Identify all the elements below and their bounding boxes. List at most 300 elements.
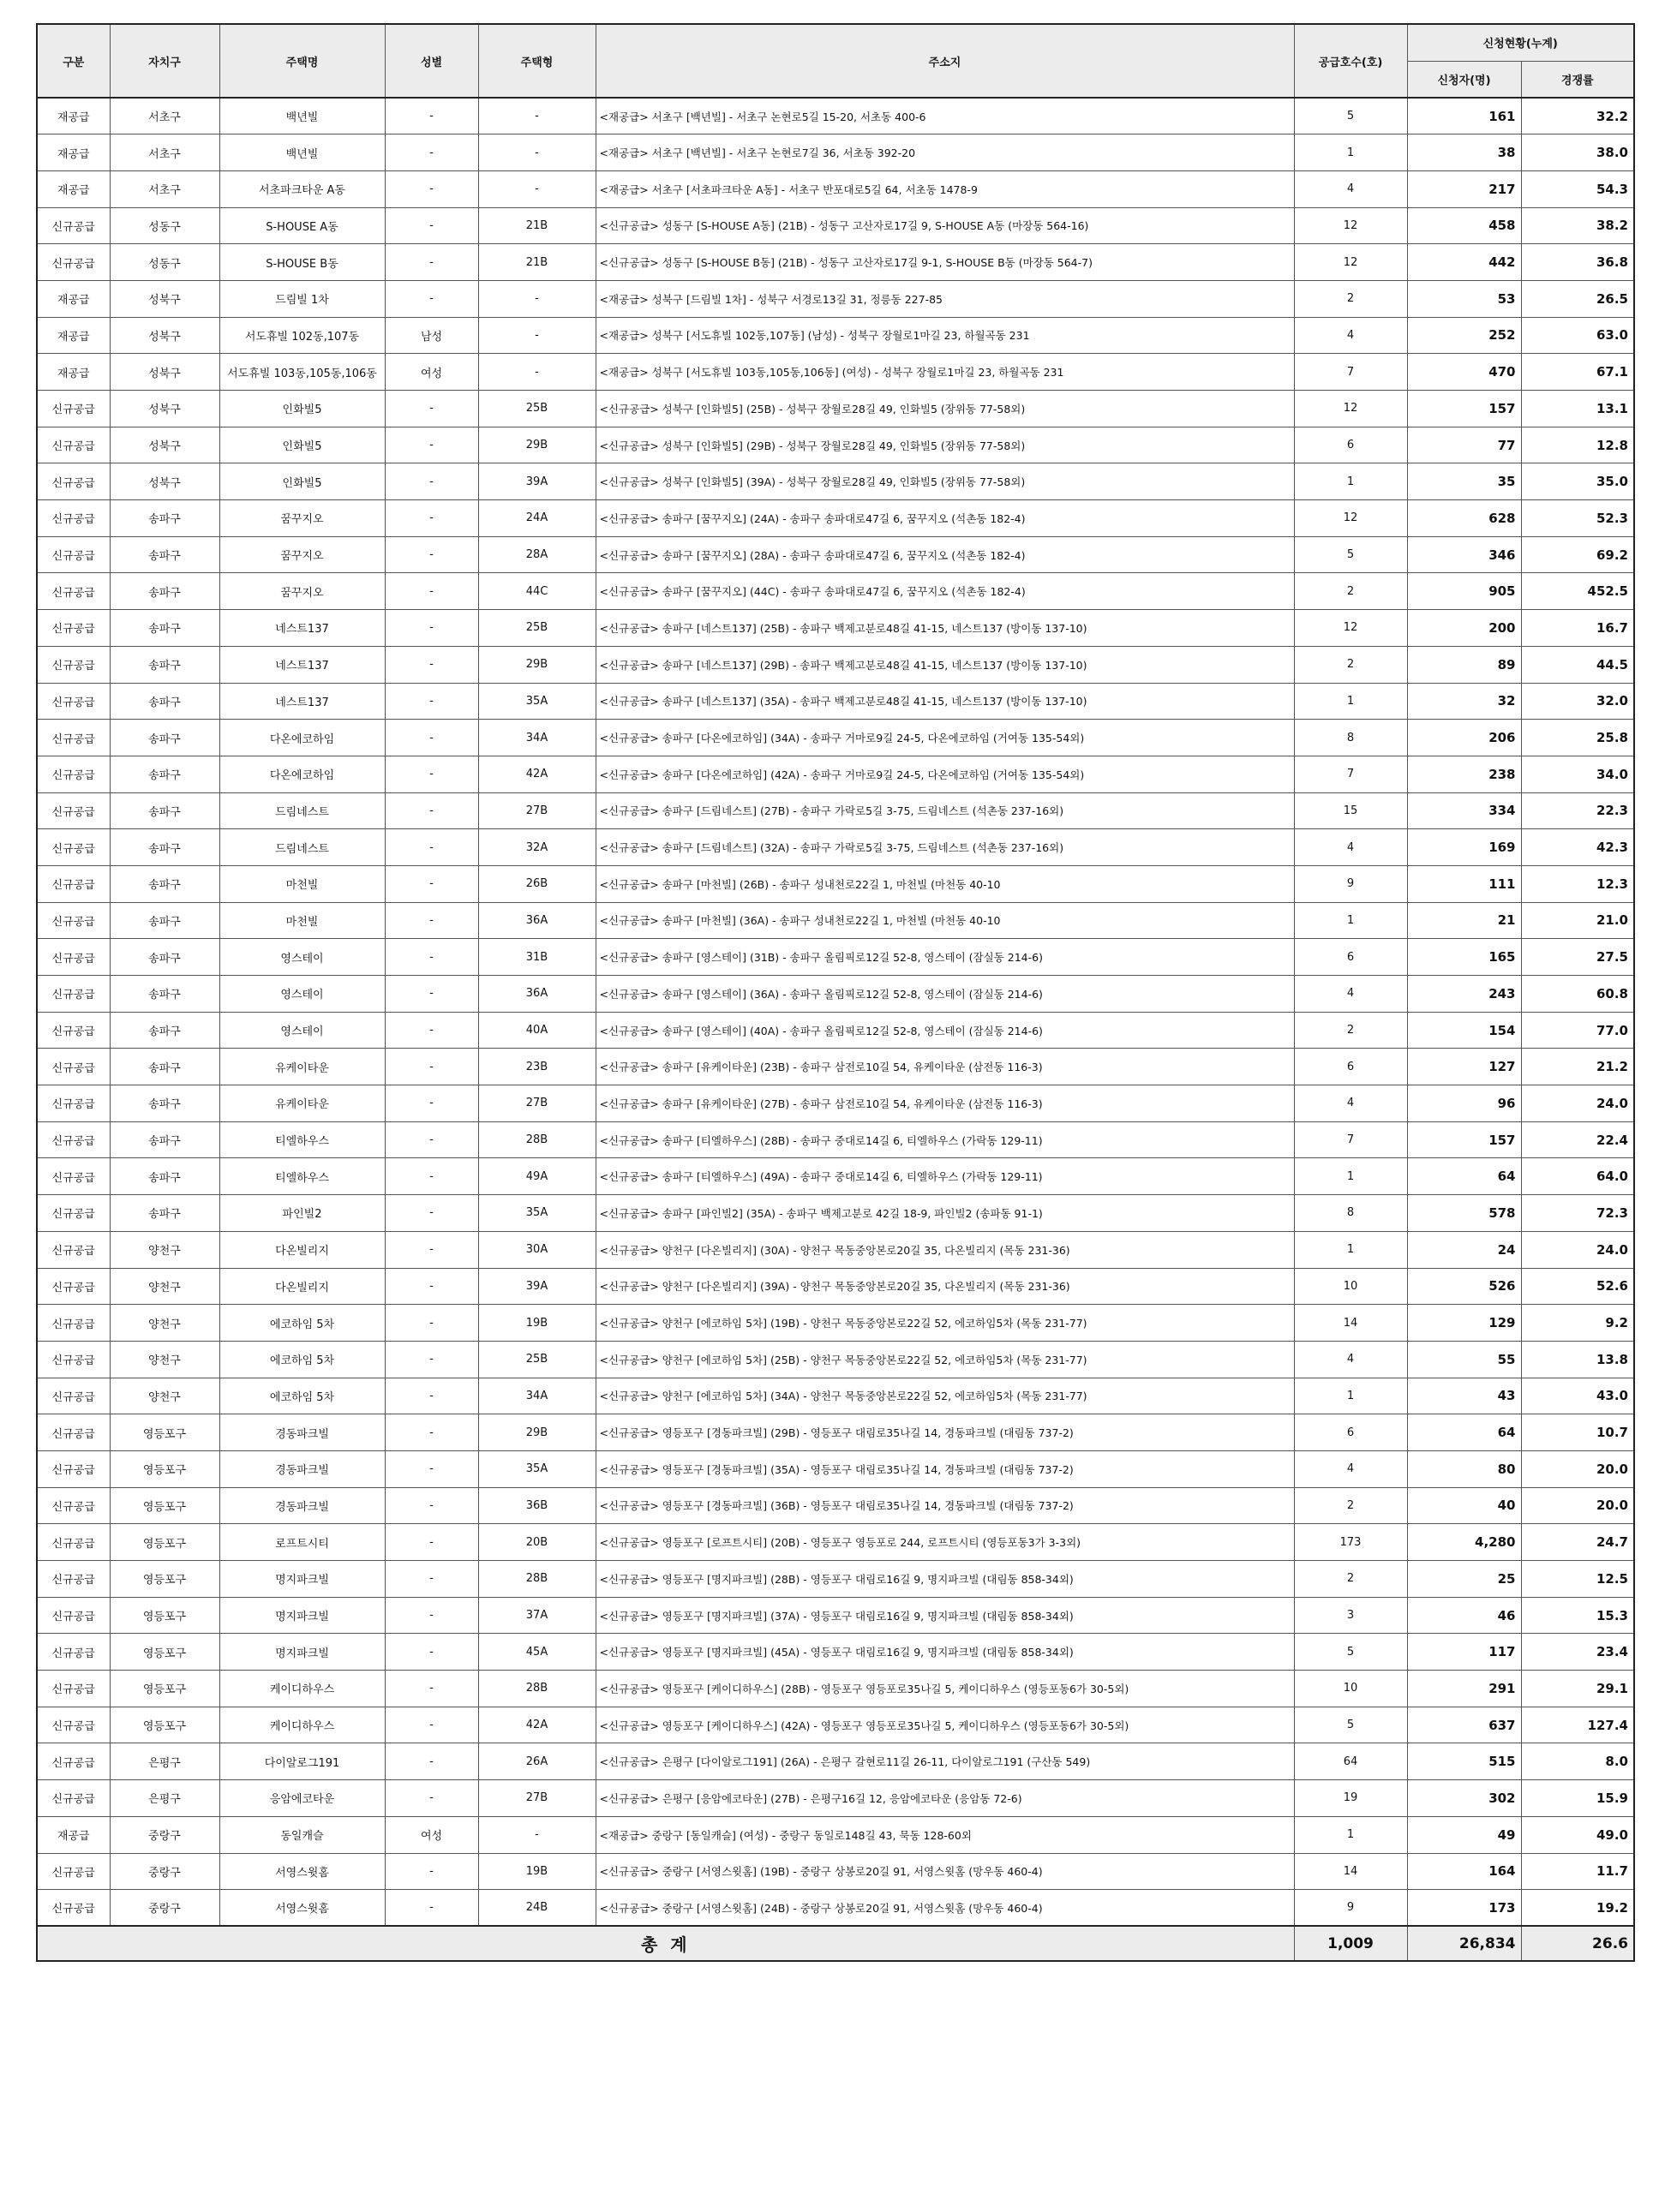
header-gender: 성별 [385,24,478,98]
row-applicants-cell: 4,280 [1407,1524,1521,1561]
row-ratio-cell: 54.3 [1521,170,1634,207]
row-address-cell: <재공급> 중랑구 [동일캐슬] (여성) - 중랑구 동일로148길 43, 묵동 128-60외 [596,1816,1294,1853]
row-applicants-cell: 80 [1407,1450,1521,1487]
table-row [37,1487,1634,1524]
row-address-cell: <신규공급> 영등포구 [명지파크빌] (28B) - 영등포구 대림로16길 9, 명지파크빌 (대림동 858-34외) [596,1561,1294,1598]
row-applicants-cell: 53 [1407,280,1521,317]
header-house-name: 주택명 [219,24,385,98]
row-ratio-cell: 52.3 [1521,500,1634,537]
row-address-cell: <신규공급> 양천구 [다온빌리지] (39A) - 양천구 목동중앙본로20길 35, 다온빌리지 (목동 231-36) [596,1268,1294,1305]
row-house-name-cell: 영스테이 [219,939,385,976]
row-ratio-cell: 12.5 [1521,1561,1634,1598]
table-row [37,1121,1634,1158]
row-house-name-cell: 에코하임 5차 [219,1341,385,1378]
row-supply-cell: 5 [1294,98,1407,135]
row-address-cell: <신규공급> 성북구 [인화빌5] (39A) - 성북구 장월로28길 49, 인화빌5 (장위동 77-58외) [596,463,1294,500]
row-supply-cell: 1 [1294,135,1407,171]
row-house-name-cell: 유케이타운 [219,1085,385,1122]
header-ratio: 경쟁률 [1521,61,1634,98]
table-row [37,500,1634,537]
table-row [37,1707,1634,1743]
row-district-cell: 송파구 [110,500,219,537]
row-type-cell: 신규공급 [37,902,110,939]
row-address-cell: <신규공급> 영등포구 [경동파크빌] (35A) - 영등포구 대림로35나길 14, 경동파크빌 (대림동 737-2) [596,1450,1294,1487]
row-address-cell: <신규공급> 성동구 [S-HOUSE B동] (21B) - 성동구 고산자로17길 9-1, S-HOUSE B동 (마장동 564-7) [596,244,1294,281]
row-house-type-cell: 29B [478,646,596,683]
row-applicants-cell: 291 [1407,1671,1521,1707]
row-ratio-cell: 24.7 [1521,1524,1634,1561]
row-address-cell: <신규공급> 은평구 [응암에코타운] (27B) - 은평구16길 12, 응암에코타운 (응암동 72-6) [596,1780,1294,1817]
row-house-type-cell: 37A [478,1597,596,1634]
row-house-name-cell: 영스테이 [219,976,385,1013]
row-type-cell: 신규공급 [37,1671,110,1707]
housing-application-status-sheet [36,23,1635,1962]
row-type-cell: 신규공급 [37,1487,110,1524]
row-district-cell: 영등포구 [110,1561,219,1598]
row-type-cell: 신규공급 [37,1085,110,1122]
row-applicants-cell: 470 [1407,354,1521,391]
row-house-type-cell: 20B [478,1524,596,1561]
row-house-name-cell: 마천빌 [219,902,385,939]
table-row [37,1378,1634,1414]
row-applicants-cell: 64 [1407,1414,1521,1451]
row-house-type-cell: 42A [478,756,596,792]
row-district-cell: 송파구 [110,1049,219,1085]
row-address-cell: <신규공급> 송파구 [다온에코하임] (34A) - 송파구 거마로9길 24-5, 다온에코하임 (거여동 135-54외) [596,720,1294,756]
row-gender-cell: - [385,170,478,207]
table-row [37,463,1634,500]
row-district-cell: 송파구 [110,573,219,610]
table-row [37,756,1634,792]
row-house-name-cell: 다온빌리지 [219,1231,385,1268]
row-address-cell: <신규공급> 송파구 [꿈꾸지오] (44C) - 송파구 송파대로47길 6, 꿈꾸지오 (석촌동 182-4) [596,573,1294,610]
row-district-cell: 송파구 [110,720,219,756]
row-ratio-cell: 15.9 [1521,1780,1634,1817]
row-ratio-cell: 10.7 [1521,1414,1634,1451]
table-row [37,1890,1634,1927]
row-house-name-cell: 드림네스트 [219,829,385,866]
row-supply-cell: 4 [1294,1341,1407,1378]
row-address-cell: <신규공급> 성북구 [인화빌5] (25B) - 성북구 장월로28길 49, 인화빌5 (장위동 77-58외) [596,391,1294,427]
row-address-cell: <신규공급> 송파구 [마천빌] (26B) - 송파구 성내천로22길 1, 마천빌 (마천동 40-10 [596,865,1294,902]
row-house-type-cell: - [478,1816,596,1853]
row-house-type-cell: 26B [478,865,596,902]
row-applicants-cell: 905 [1407,573,1521,610]
table-row [37,939,1634,976]
row-gender-cell: - [385,1195,478,1232]
table-row [37,976,1634,1013]
row-address-cell: <신규공급> 중랑구 [서영스윗홈] (24B) - 중랑구 상봉로20길 91, 서영스윗홈 (망우동 460-4) [596,1890,1294,1927]
row-house-type-cell: - [478,317,596,354]
row-type-cell: 신규공급 [37,1524,110,1561]
row-gender-cell: - [385,1341,478,1378]
row-applicants-cell: 217 [1407,170,1521,207]
row-applicants-cell: 252 [1407,317,1521,354]
header-district: 자치구 [110,24,219,98]
row-house-name-cell: 에코하임 5차 [219,1378,385,1414]
row-district-cell: 송파구 [110,1121,219,1158]
row-type-cell: 재공급 [37,354,110,391]
row-district-cell: 성북구 [110,280,219,317]
row-type-cell: 신규공급 [37,1780,110,1817]
row-supply-cell: 8 [1294,720,1407,756]
header-applicants: 신청자(명) [1407,61,1521,98]
row-supply-cell: 19 [1294,1780,1407,1817]
row-house-name-cell: 케이디하우스 [219,1707,385,1743]
row-supply-cell: 5 [1294,1707,1407,1743]
row-district-cell: 송파구 [110,683,219,720]
row-supply-cell: 4 [1294,1085,1407,1122]
row-type-cell: 신규공급 [37,865,110,902]
row-type-cell: 신규공급 [37,792,110,829]
row-district-cell: 영등포구 [110,1597,219,1634]
row-ratio-cell: 34.0 [1521,756,1634,792]
row-applicants-cell: 96 [1407,1085,1521,1122]
row-supply-cell: 15 [1294,792,1407,829]
row-applicants-cell: 77 [1407,427,1521,463]
row-supply-cell: 2 [1294,1487,1407,1524]
row-ratio-cell: 27.5 [1521,939,1634,976]
table-row [37,1743,1634,1780]
row-address-cell: <신규공급> 은평구 [다이알로그191] (26A) - 은평구 갈현로11길 26-11, 다이알로그191 (구산동 549) [596,1743,1294,1780]
row-supply-cell: 3 [1294,1597,1407,1634]
table-row [37,1305,1634,1342]
row-applicants-cell: 165 [1407,939,1521,976]
row-district-cell: 성북구 [110,427,219,463]
table-row [37,1231,1634,1268]
row-gender-cell: - [385,500,478,537]
row-applicants-cell: 173 [1407,1890,1521,1927]
row-ratio-cell: 21.0 [1521,902,1634,939]
row-applicants-cell: 21 [1407,902,1521,939]
row-ratio-cell: 21.2 [1521,1049,1634,1085]
row-gender-cell: - [385,610,478,647]
table-row [37,902,1634,939]
row-gender-cell: - [385,1121,478,1158]
row-type-cell: 재공급 [37,1816,110,1853]
row-supply-cell: 1 [1294,1158,1407,1195]
row-address-cell: <신규공급> 송파구 [꿈꾸지오] (28A) - 송파구 송파대로47길 6, 꿈꾸지오 (석촌동 182-4) [596,536,1294,573]
row-gender-cell: 여성 [385,1816,478,1853]
row-house-type-cell: 25B [478,1341,596,1378]
row-applicants-cell: 38 [1407,135,1521,171]
row-ratio-cell: 12.3 [1521,865,1634,902]
total-ratio: 26.6 [1521,1926,1634,1961]
table-row [37,98,1634,135]
row-ratio-cell: 24.0 [1521,1231,1634,1268]
row-house-name-cell: 에코하임 5차 [219,1305,385,1342]
row-house-name-cell: 네스트137 [219,683,385,720]
row-ratio-cell: 36.8 [1521,244,1634,281]
row-supply-cell: 12 [1294,500,1407,537]
row-address-cell: <신규공급> 송파구 [네스트137] (29B) - 송파구 백제고분로48길 41-15, 네스트137 (방이동 137-10) [596,646,1294,683]
row-applicants-cell: 169 [1407,829,1521,866]
row-district-cell: 송파구 [110,756,219,792]
row-gender-cell: - [385,1671,478,1707]
row-type-cell: 신규공급 [37,500,110,537]
row-district-cell: 성동구 [110,244,219,281]
row-district-cell: 은평구 [110,1780,219,1817]
row-applicants-cell: 515 [1407,1743,1521,1780]
row-house-name-cell: 영스테이 [219,1012,385,1049]
row-supply-cell: 5 [1294,536,1407,573]
row-district-cell: 송파구 [110,939,219,976]
row-supply-cell: 2 [1294,573,1407,610]
row-applicants-cell: 35 [1407,463,1521,500]
row-gender-cell: - [385,244,478,281]
row-house-type-cell: - [478,170,596,207]
row-type-cell: 신규공급 [37,646,110,683]
row-gender-cell: - [385,573,478,610]
row-district-cell: 송파구 [110,976,219,1013]
row-house-type-cell: 35A [478,683,596,720]
row-supply-cell: 4 [1294,1450,1407,1487]
row-type-cell: 재공급 [37,317,110,354]
row-type-cell: 신규공급 [37,1561,110,1598]
row-district-cell: 송파구 [110,1195,219,1232]
row-house-type-cell: 29B [478,427,596,463]
row-supply-cell: 5 [1294,1634,1407,1671]
row-house-type-cell: 27B [478,1780,596,1817]
row-house-name-cell: 응암에코타운 [219,1780,385,1817]
row-district-cell: 양천구 [110,1378,219,1414]
table-row [37,354,1634,391]
row-type-cell: 신규공급 [37,1158,110,1195]
row-district-cell: 서초구 [110,135,219,171]
application-status-table [36,23,1635,1962]
row-address-cell: <신규공급> 양천구 [에코하임 5차] (19B) - 양천구 목동중앙본로22길 52, 에코하임5차 (목동 231-77) [596,1305,1294,1342]
table-row [37,1597,1634,1634]
row-supply-cell: 9 [1294,865,1407,902]
row-type-cell: 신규공급 [37,1450,110,1487]
row-ratio-cell: 67.1 [1521,354,1634,391]
row-type-cell: 신규공급 [37,1305,110,1342]
row-type-cell: 신규공급 [37,1707,110,1743]
row-gender-cell: - [385,1012,478,1049]
row-ratio-cell: 44.5 [1521,646,1634,683]
row-house-name-cell: 케이디하우스 [219,1671,385,1707]
row-ratio-cell: 16.7 [1521,610,1634,647]
row-supply-cell: 6 [1294,1049,1407,1085]
row-gender-cell: - [385,1524,478,1561]
row-district-cell: 성북구 [110,317,219,354]
row-gender-cell: 남성 [385,317,478,354]
row-district-cell: 송파구 [110,1085,219,1122]
row-applicants-cell: 117 [1407,1634,1521,1671]
row-district-cell: 송파구 [110,902,219,939]
row-gender-cell: - [385,1268,478,1305]
row-applicants-cell: 127 [1407,1049,1521,1085]
row-ratio-cell: 20.0 [1521,1450,1634,1487]
row-ratio-cell: 63.0 [1521,317,1634,354]
table-row [37,1341,1634,1378]
table-row [37,829,1634,866]
row-applicants-cell: 346 [1407,536,1521,573]
row-gender-cell: - [385,1049,478,1085]
table-row [37,170,1634,207]
row-address-cell: <재공급> 성북구 [드림빌 1차] - 성북구 서경로13길 31, 정릉동 227-85 [596,280,1294,317]
row-type-cell: 신규공급 [37,1597,110,1634]
row-ratio-cell: 22.4 [1521,1121,1634,1158]
row-type-cell: 신규공급 [37,1853,110,1890]
table-row [37,1671,1634,1707]
row-house-type-cell: 39A [478,463,596,500]
row-supply-cell: 1 [1294,1231,1407,1268]
row-house-name-cell: 네스트137 [219,646,385,683]
table-footer [37,1926,1634,1961]
row-house-name-cell: 꿈꾸지오 [219,573,385,610]
row-house-name-cell: 명지파크빌 [219,1597,385,1634]
row-house-type-cell: 28B [478,1671,596,1707]
row-district-cell: 영등포구 [110,1634,219,1671]
row-address-cell: <신규공급> 송파구 [영스테이] (40A) - 송파구 올림픽로12길 52-8, 영스테이 (잠실동 214-6) [596,1012,1294,1049]
row-address-cell: <신규공급> 양천구 [다온빌리지] (30A) - 양천구 목동중앙본로20길 35, 다온빌리지 (목동 231-36) [596,1231,1294,1268]
row-address-cell: <신규공급> 송파구 [파인빌2] (35A) - 송파구 백제고분로 42길 18-9, 파인빌2 (송파동 91-1) [596,1195,1294,1232]
row-address-cell: <신규공급> 송파구 [유케이타운] (23B) - 송파구 삼전로10길 54, 유케이타운 (삼전동 116-3) [596,1049,1294,1085]
row-gender-cell: - [385,683,478,720]
row-ratio-cell: 22.3 [1521,792,1634,829]
row-supply-cell: 2 [1294,1561,1407,1598]
row-gender-cell: - [385,1414,478,1451]
row-gender-cell: - [385,1378,478,1414]
row-house-name-cell: 꿈꾸지오 [219,536,385,573]
row-type-cell: 신규공급 [37,1121,110,1158]
row-applicants-cell: 46 [1407,1597,1521,1634]
row-applicants-cell: 238 [1407,756,1521,792]
row-applicants-cell: 111 [1407,865,1521,902]
row-applicants-cell: 25 [1407,1561,1521,1598]
table-row [37,720,1634,756]
row-gender-cell: - [385,1707,478,1743]
row-address-cell: <신규공급> 송파구 [꿈꾸지오] (24A) - 송파구 송파대로47길 6, 꿈꾸지오 (석촌동 182-4) [596,500,1294,537]
row-type-cell: 신규공급 [37,756,110,792]
row-house-type-cell: 31B [478,939,596,976]
row-ratio-cell: 38.2 [1521,207,1634,244]
row-gender-cell: - [385,1890,478,1927]
row-house-type-cell: 19B [478,1305,596,1342]
total-row [37,1926,1634,1961]
row-supply-cell: 12 [1294,391,1407,427]
row-gender-cell: - [385,792,478,829]
table-row [37,1780,1634,1817]
row-district-cell: 양천구 [110,1268,219,1305]
row-supply-cell: 64 [1294,1743,1407,1780]
table-row [37,536,1634,573]
row-house-type-cell: 24A [478,500,596,537]
row-house-type-cell: 26A [478,1743,596,1780]
row-type-cell: 신규공급 [37,391,110,427]
row-ratio-cell: 452.5 [1521,573,1634,610]
row-ratio-cell: 32.2 [1521,98,1634,135]
table-row [37,1561,1634,1598]
row-supply-cell: 4 [1294,829,1407,866]
row-house-type-cell: 39A [478,1268,596,1305]
table-row [37,865,1634,902]
total-label: 총 계 [37,1926,1294,1961]
row-type-cell: 신규공급 [37,1341,110,1378]
table-row [37,1524,1634,1561]
row-district-cell: 성동구 [110,207,219,244]
row-applicants-cell: 129 [1407,1305,1521,1342]
table-row [37,135,1634,171]
row-district-cell: 서초구 [110,98,219,135]
row-house-name-cell: 동일캐슬 [219,1816,385,1853]
row-house-name-cell: 드림네스트 [219,792,385,829]
row-supply-cell: 1 [1294,1378,1407,1414]
row-house-type-cell: 21B [478,244,596,281]
row-applicants-cell: 578 [1407,1195,1521,1232]
row-house-type-cell: 34A [478,720,596,756]
row-house-name-cell: 다온빌리지 [219,1268,385,1305]
row-supply-cell: 8 [1294,1195,1407,1232]
row-house-type-cell: 28B [478,1561,596,1598]
row-applicants-cell: 334 [1407,792,1521,829]
row-gender-cell: - [385,865,478,902]
row-supply-cell: 2 [1294,646,1407,683]
row-house-name-cell: S-HOUSE A동 [219,207,385,244]
row-ratio-cell: 12.8 [1521,427,1634,463]
row-district-cell: 송파구 [110,1012,219,1049]
row-district-cell: 송파구 [110,865,219,902]
row-house-type-cell: 24B [478,1890,596,1927]
row-type-cell: 신규공급 [37,829,110,866]
row-house-type-cell: 42A [478,1707,596,1743]
row-house-name-cell: 백년빌 [219,98,385,135]
row-ratio-cell: 11.7 [1521,1853,1634,1890]
row-house-type-cell: 27B [478,792,596,829]
row-gender-cell: - [385,463,478,500]
row-house-name-cell: 명지파크빌 [219,1561,385,1598]
row-gender-cell: - [385,1305,478,1342]
row-type-cell: 신규공급 [37,1195,110,1232]
row-type-cell: 신규공급 [37,976,110,1013]
table-header [37,24,1634,98]
row-address-cell: <신규공급> 영등포구 [명지파크빌] (45A) - 영등포구 대림로16길 9, 명지파크빌 (대림동 858-34외) [596,1634,1294,1671]
table-row [37,1085,1634,1122]
row-type-cell: 재공급 [37,135,110,171]
row-house-type-cell: 40A [478,1012,596,1049]
row-gender-cell: - [385,1158,478,1195]
row-applicants-cell: 89 [1407,646,1521,683]
row-applicants-cell: 157 [1407,1121,1521,1158]
row-house-name-cell: 드림빌 1차 [219,280,385,317]
row-gender-cell: - [385,1634,478,1671]
row-address-cell: <신규공급> 영등포구 [케이디하우스] (42A) - 영등포구 영등포로35나길 5, 케이디하우스 (영등포동6가 30-5외) [596,1707,1294,1743]
row-house-name-cell: 인화빌5 [219,463,385,500]
row-applicants-cell: 442 [1407,244,1521,281]
table-row [37,1158,1634,1195]
header-house-type: 주택형 [478,24,596,98]
row-house-type-cell: 36A [478,976,596,1013]
row-house-type-cell: 36B [478,1487,596,1524]
row-ratio-cell: 49.0 [1521,1816,1634,1853]
row-district-cell: 양천구 [110,1231,219,1268]
row-address-cell: <신규공급> 송파구 [네스트137] (35A) - 송파구 백제고분로48길 41-15, 네스트137 (방이동 137-10) [596,683,1294,720]
row-house-name-cell: 서영스윗홈 [219,1853,385,1890]
row-house-type-cell: 34A [478,1378,596,1414]
row-district-cell: 영등포구 [110,1707,219,1743]
row-applicants-cell: 154 [1407,1012,1521,1049]
row-type-cell: 신규공급 [37,207,110,244]
row-applicants-cell: 40 [1407,1487,1521,1524]
row-type-cell: 신규공급 [37,1414,110,1451]
row-applicants-cell: 200 [1407,610,1521,647]
table-row [37,427,1634,463]
row-type-cell: 신규공급 [37,1634,110,1671]
header-status-group: 신청현황(누계) [1407,24,1634,61]
table-row [37,646,1634,683]
row-supply-cell: 1 [1294,463,1407,500]
